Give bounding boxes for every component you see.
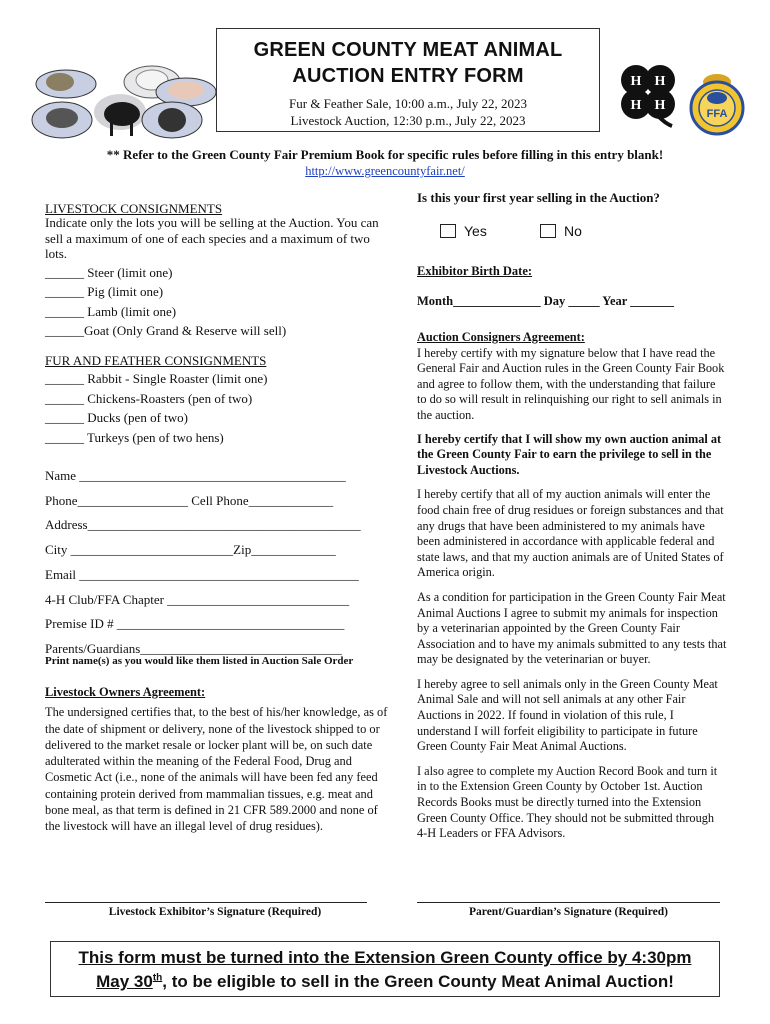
exhibitor-signature-caption: Livestock Exhibitor’s Signature (Required) <box>108 906 322 918</box>
fur-feather-sale-time: Fur & Feather Sale, 10:00 a.m., July 22, 2023 <box>289 96 527 111</box>
parent-signature-line[interactable] <box>417 902 720 903</box>
lot-pig[interactable]: ______ Pig (limit one) <box>45 284 164 299</box>
owners-agreement-section <box>45 684 390 835</box>
birth-date-label: Exhibitor Birth Date: <box>417 264 533 278</box>
owners-agreement-body: The undersigned certifies that, to the best of his/her knowledge, as of the date of shipment or delivery, none of the livestock shipped to or delivered to the market resale or locker plant will be, on such date adulterated within the meaning of the Federal Food, Drug and Cosmetic Act (i.e., none of the animals will have been fed any feed containing protein derived from mammalian tissues, e.g. meat and bone meal, as that term is defined in 21 CFR 589.2000 and none of the livestock will have an illegal level of drug residues). <box>45 705 388 834</box>
first-year-yes-option[interactable] <box>440 222 487 240</box>
svg-text:H: H <box>630 74 642 89</box>
livestock-animals-logo <box>26 62 218 146</box>
livestock-consignments-section <box>45 200 390 341</box>
fair-website-link[interactable]: http://www.greencountyfair.net/ <box>305 164 465 178</box>
title-box <box>216 28 600 132</box>
ffa-emblem-logo <box>686 72 748 138</box>
consigners-paragraph-5: I hereby agree to sell animals only in the Green County Meat Animal Sale and will not sell animals at any other Fair Auctions in 2022. If found in violation of this rule, I understand I will forfeit eligibility to participate in future Green County Fair Meat Animal Auctions. <box>417 676 718 754</box>
consigners-agreement-section <box>417 330 727 842</box>
owners-agreement-heading: Livestock Owners Agreement: <box>45 685 206 699</box>
livestock-intro: Indicate only the lots you will be selling at the Auction. You can sell a maximum of one of each species and a maximum of two lots. <box>45 215 379 261</box>
svg-text:H: H <box>630 98 642 113</box>
deadline-line-2-rest: , to be eligible to sell in the Green County Meat Animal Auction! <box>162 972 674 991</box>
svg-text:H: H <box>654 98 666 113</box>
deadline-date-suffix: th <box>152 972 163 984</box>
ffa-logo-text: FFA <box>706 108 728 120</box>
4h-clover-logo <box>616 62 680 128</box>
consigners-paragraph-6: I also agree to complete my Auction Record Book and turn it in to the Extension Green County by October 1st. Auction Records Books must be directly turned into the Extension Green County Office. They should not be submitted through 4-H Leaders or FFA Advisors. <box>417 763 718 841</box>
phone-field[interactable]: Phone_________________ Cell Phone_____________ <box>45 492 334 508</box>
yes-label: Yes <box>464 223 487 240</box>
fur-feather-heading: FUR AND FEATHER CONSIGNMENTS <box>45 353 267 368</box>
premise-id-field[interactable]: Premise ID # ___________________________________ <box>45 616 345 632</box>
lot-lamb[interactable]: ______ Lamb (limit one) <box>45 303 177 319</box>
consigners-agreement-heading: Auction Consigners Agreement: <box>417 330 585 344</box>
consigners-paragraph-1: I hereby certify with my signature below that I have read the General Fair and Auction rules in the Green County Fair Book and agree to follow them, with the understanding that failure to do so will result in relinquishing our right to sell animals in the auction. <box>417 345 725 422</box>
no-checkbox[interactable] <box>540 224 556 238</box>
deadline-line-2 <box>51 970 719 994</box>
parent-signature-caption: Parent/Guardian’s Signature (Required) <box>469 906 668 918</box>
consigners-paragraph-2: I hereby certify that I will show my own auction animal at the Green County Fair to earn the privilege to sell in the Livestock Auctions. <box>417 431 722 477</box>
deadline-notice-box <box>50 941 720 997</box>
livestock-consignments-heading: LIVESTOCK CONSIGNMENTS <box>45 201 223 216</box>
lot-rabbit[interactable]: ______ Rabbit - Single Roaster (limit one) <box>45 371 268 386</box>
parents-guardians-field[interactable]: Parents/Guardians_______________________________ <box>45 640 342 656</box>
no-label: No <box>564 223 582 240</box>
first-year-question: Is this your first year selling in the Auction? <box>417 190 660 205</box>
email-field[interactable]: Email ___________________________________________ <box>45 566 359 582</box>
consigners-paragraph-4: As a condition for participation in the Green County Fair Meat Animal Auctions I agree to submit my animals for inspection by a veterinarian appointed by the Green County Fair Association and to have my animals submitted to any tests that may be designated by the veterinarian or buyer. <box>417 589 727 667</box>
exhibitor-signature-line[interactable] <box>45 902 367 903</box>
address-field[interactable]: Address__________________________________________ <box>45 517 361 533</box>
lot-turkeys[interactable]: ______ Turkeys (pen of two hens) <box>45 429 224 445</box>
lot-steer[interactable]: ______ Steer (limit one) <box>45 264 173 280</box>
form-title-line2: AUCTION ENTRY FORM <box>292 65 524 87</box>
consigners-paragraph-3: I hereby certify that all of my auction animals will enter the food chain free of drug residues or foreign substances and that any drugs that have been administered to my animals have been administered in accordance with applicable federal and state laws, and that my auction animals are of United States of America origin. <box>417 487 724 580</box>
yes-checkbox[interactable] <box>440 224 456 238</box>
name-field[interactable]: Name _________________________________________ <box>45 468 346 483</box>
premium-book-notice: ** Refer to the Green County Fair Premium Book for specific rules before filling in this entry blank! <box>106 147 664 162</box>
first-year-no-option[interactable] <box>540 222 582 240</box>
lot-goat[interactable]: ______Goat (Only Grand & Reserve will sell) <box>45 323 287 338</box>
lot-chickens[interactable]: ______ Chickens-Roasters (pen of two) <box>45 390 253 406</box>
deadline-line-1: This form must be turned into the Extension Green County office by 4:30pm <box>78 948 692 967</box>
deadline-date: May 30 <box>96 972 153 991</box>
contact-fields <box>45 464 390 662</box>
livestock-auction-time: Livestock Auction, 12:30 p.m., July 22, 2023 <box>290 113 526 128</box>
birth-date-fields[interactable]: Month______________ Day _____ Year _______ <box>417 294 674 308</box>
svg-text:H: H <box>654 74 666 89</box>
lot-ducks[interactable]: ______ Ducks (pen of two) <box>45 410 188 425</box>
city-zip-field[interactable]: City _________________________Zip_____________ <box>45 542 336 558</box>
fur-feather-section <box>45 352 390 447</box>
print-name-note: Print name(s) as you would like them listed in Auction Sale Order <box>45 655 354 667</box>
club-chapter-field[interactable]: 4-H Club/FFA Chapter ____________________________ <box>45 591 350 607</box>
form-title-line1: GREEN COUNTY MEAT ANIMAL <box>253 39 563 61</box>
